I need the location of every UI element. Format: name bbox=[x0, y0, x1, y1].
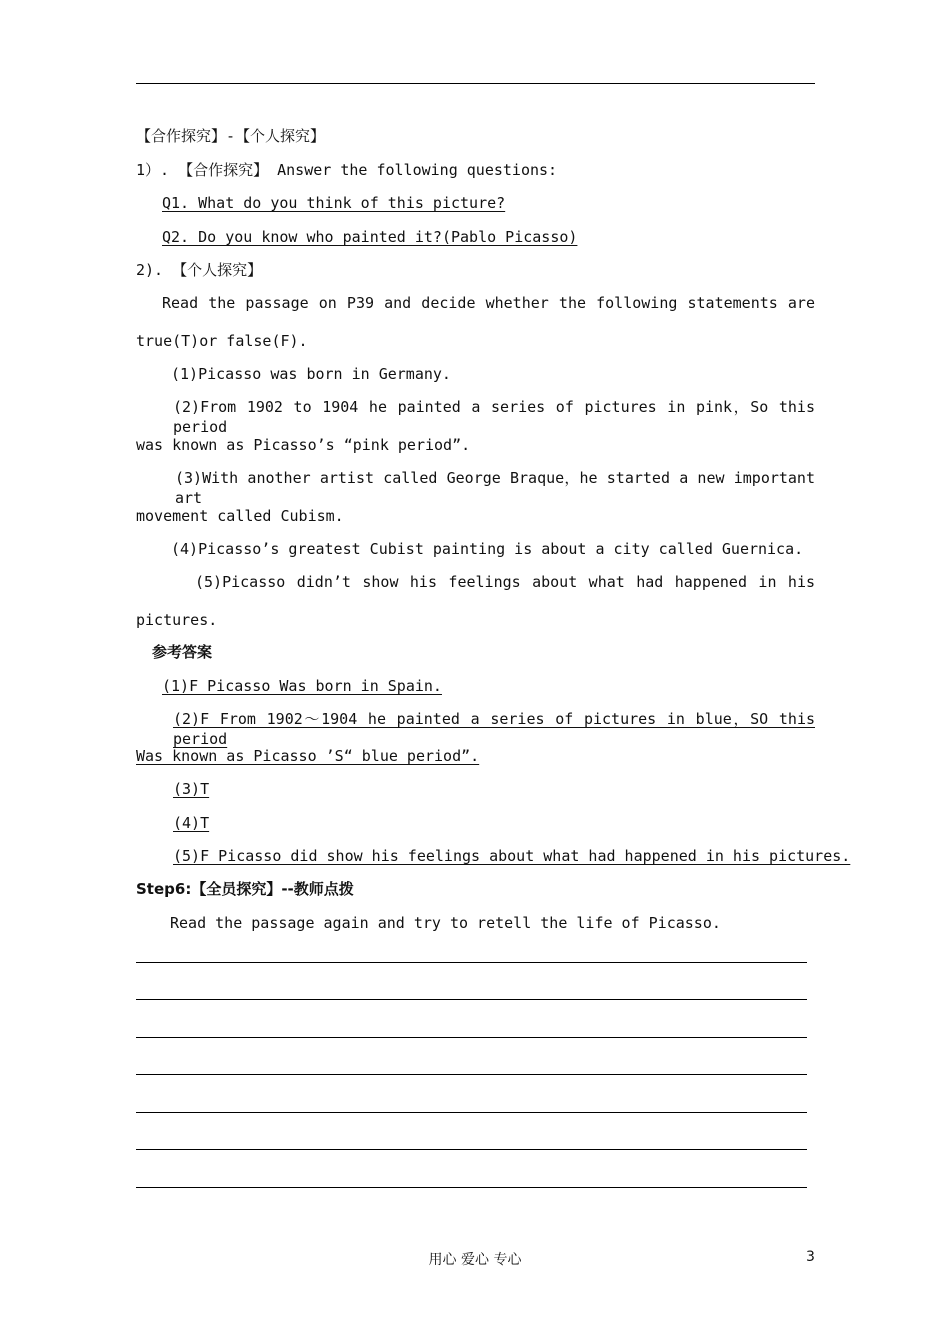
statement-5-line-2: pictures. bbox=[136, 611, 218, 629]
step6-instruction: Read the passage again and try to retell the life of Picasso. bbox=[170, 914, 721, 932]
question-2: Q2. Do you know who painted it?(Pablo Picasso) bbox=[162, 228, 578, 246]
answer-5: (5)F Picasso did show his feelings about what had happened in his pictures. bbox=[173, 847, 851, 865]
answer-4: (4)T bbox=[173, 814, 210, 832]
answer-2-line-1: (2)F From 1902～1904 he painted a series of pictures in blue，SO this period bbox=[173, 710, 815, 748]
section2-label: 2). 【个人探究】 bbox=[136, 261, 263, 279]
statement-4: (4)Picasso’s greatest Cubist painting is about a city called Guernica. bbox=[171, 540, 804, 558]
answers-heading: 参考答案 bbox=[152, 643, 213, 661]
writing-line bbox=[136, 1149, 807, 1150]
statement-3-line-1: (3)With another artist called George Braque，he started a new important art bbox=[175, 469, 815, 507]
question-1: Q1. What do you think of this picture? bbox=[162, 194, 506, 212]
writing-line bbox=[136, 962, 807, 963]
answer-1: (1)F Picasso Was born in Spain. bbox=[162, 677, 442, 695]
writing-line bbox=[136, 1112, 807, 1113]
writing-line bbox=[136, 1074, 807, 1075]
statement-1: (1)Picasso was born in Germany. bbox=[171, 365, 451, 383]
page-number: 3 bbox=[806, 1249, 815, 1265]
writing-line bbox=[136, 1037, 807, 1038]
step6-title: Step6:【全员探究】--教师点拨 bbox=[136, 880, 354, 898]
statement-3-line-2: movement called Cubism. bbox=[136, 507, 344, 525]
instruction-line-2: true(T)or false(F). bbox=[136, 332, 308, 350]
section-title: 【合作探究】-【个人探究】 bbox=[136, 127, 326, 145]
statement-5-line-1: (5)Picasso didn’t show his feelings about what had happened in his bbox=[195, 573, 815, 591]
answer-2-line-2: Was known as Picasso ’S“ blue period”. bbox=[136, 747, 480, 765]
answer-3: (3)T bbox=[173, 780, 210, 798]
footer-motto: 用心 爱心 专心 bbox=[428, 1252, 522, 1268]
section1-label: 1）. 【合作探究】 Answer the following questions: bbox=[136, 161, 558, 179]
header-rule bbox=[136, 83, 815, 84]
writing-line bbox=[136, 999, 807, 1000]
statement-2-line-2: was known as Picasso’s “pink period”. bbox=[136, 436, 471, 454]
writing-line bbox=[136, 1187, 807, 1188]
statement-2-line-1: (2)From 1902 to 1904 he painted a series of pictures in pink，So this period bbox=[173, 398, 815, 436]
instruction-line-1: Read the passage on P39 and decide whether the following statements are bbox=[162, 294, 815, 312]
